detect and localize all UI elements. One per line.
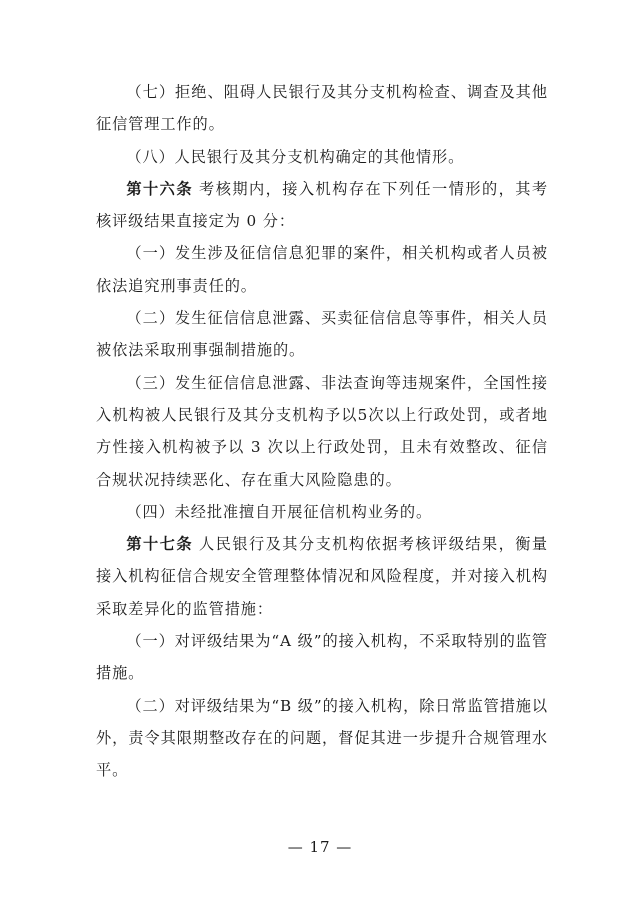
article-17-item-1: （一）对评级结果为“A 级”的接入机构，不采取特别的监管措施。 xyxy=(96,632,548,683)
article-16-item-2: （二）发生征信信息泄露、买卖征信信息等事件，相关人员被依法采取刑事强制措施的。 xyxy=(96,309,548,360)
paragraph-item-8: （八）人民银行及其分支机构确定的其他情形。 xyxy=(126,147,465,166)
article-16-item-1: （一）发生涉及征信信息犯罪的案件，相关机构或者人员被依法追究刑事责任的。 xyxy=(96,244,548,295)
article-17: 第十七条 人民银行及其分支机构依据考核评级结果，衡量接入机构征信合规安全管理整体情况和风险程度，并对接入机构采取差异化的监管措施： xyxy=(96,535,548,618)
article-16-heading: 第十六条 xyxy=(126,179,193,198)
page-number: — 17 — xyxy=(287,838,353,856)
article-17-item-2: （二）对评级结果为“B 级”的接入机构，除日常监管措施以外，责令其限期整改存在的问题，督促其进一步提升合规管理水平。 xyxy=(96,696,548,780)
article-16-item-3: （三）发生征信信息泄露、非法查询等违规案件，全国性接入机构被人民银行及其分支机构予以5次以上行政处罚，或者地方性接入机构被予以 3 次以上行政处罚，且未有效整改、征信合规状况持续恶化、存在重大风险隐患的。 xyxy=(96,373,548,489)
article-16: 第十六条 考核期内，接入机构存在下列任一情形的，其考核评级结果直接定为 0 分： xyxy=(96,179,548,231)
article-16-item-4: （四）未经批准擅自开展征信机构业务的。 xyxy=(126,502,433,521)
article-17-heading: 第十七条 xyxy=(126,535,193,554)
paragraph-item-7: （七）拒绝、阻碍人民银行及其分支机构检查、调查及其他征信管理工作的。 xyxy=(96,83,548,134)
document-body xyxy=(96,76,548,787)
